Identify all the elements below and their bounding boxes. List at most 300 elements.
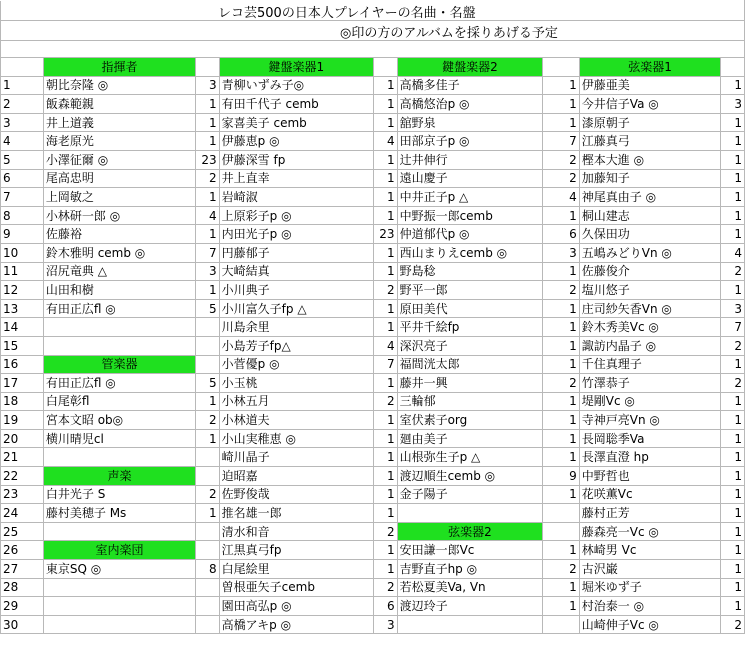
keyboard1-name: 白尾絵里: [219, 560, 373, 579]
keyboard2-name: 田部京子p ◎: [397, 132, 543, 151]
row-number: 30: [1, 615, 44, 634]
conductor-name: 飯森範親: [43, 95, 195, 114]
keyboard2-name: 遠山慶子: [397, 169, 543, 188]
keyboard1-name: 小川典子: [219, 281, 373, 300]
conductor-name: 上岡敏之: [43, 188, 195, 207]
keyboard2-name: 三輪郁: [397, 392, 543, 411]
keyboard2-name: [397, 615, 543, 634]
row-number: 10: [1, 243, 44, 262]
title-row: [1, 1, 745, 21]
keyboard1-name: 曽根亜矢子cemb: [219, 578, 373, 597]
strings1-count: 3: [721, 299, 745, 318]
conductor-name: [43, 522, 195, 541]
strings1-count: 1: [721, 225, 745, 244]
conductor-name: 白尾彰fl: [43, 392, 195, 411]
strings1-count: 1: [721, 429, 745, 448]
keyboard1-name: 小山実稚恵 ◎: [219, 429, 373, 448]
keyboard1-count: 7: [374, 355, 398, 374]
table-row: [1, 467, 745, 486]
table-row: [1, 262, 745, 281]
keyboard2-name: 藤井一興: [397, 374, 543, 393]
keyboard2-count: 2: [543, 560, 579, 579]
keyboard1-count: 4: [374, 336, 398, 355]
conductor-name: 鈴木雅明 cemb ◎: [43, 243, 195, 262]
keyboard2-count: [543, 522, 579, 541]
keyboard1-count: 1: [374, 206, 398, 225]
keyboard1-count: 2: [374, 392, 398, 411]
conductor-count: [196, 522, 220, 541]
table-row: [1, 113, 745, 132]
conductor-name: 海老原光: [43, 132, 195, 151]
keyboard2-name: 廻由美子: [397, 429, 543, 448]
conductor-count: 4: [196, 206, 220, 225]
conductor-count: [196, 467, 220, 486]
header-conductor: 指揮者: [43, 58, 195, 77]
conductor-count: 1: [196, 188, 220, 207]
keyboard1-name: 内田光子p ◎: [219, 225, 373, 244]
keyboard1-name: 有田千代子 cemb: [219, 95, 373, 114]
keyboard2-name: 舘野泉: [397, 113, 543, 132]
keyboard2-count: 1: [543, 541, 579, 560]
row-number: 15: [1, 336, 44, 355]
table-row: [1, 429, 745, 448]
strings1-count: 1: [721, 578, 745, 597]
row-number: 26: [1, 541, 44, 560]
strings1-count: 1: [721, 467, 745, 486]
strings1-name: 伊藤亜美: [579, 76, 720, 95]
strings1-count: 2: [721, 336, 745, 355]
keyboard1-count: 23: [374, 225, 398, 244]
conductor-name: 朝比奈隆 ◎: [43, 76, 195, 95]
keyboard2-name: 渡辺順生cemb ◎: [397, 467, 543, 486]
keyboard2-count: 2: [543, 169, 579, 188]
strings1-name: 塩川悠子: [579, 281, 720, 300]
keyboard2-name: 若松夏美Va, Vn: [397, 578, 543, 597]
conductor-count: 2: [196, 485, 220, 504]
strings1-count: 1: [721, 169, 745, 188]
conductor-count: 3: [196, 262, 220, 281]
keyboard1-name: 岩崎淑: [219, 188, 373, 207]
keyboard1-count: 1: [374, 318, 398, 337]
table-row: [1, 504, 745, 523]
keyboard2-count: 2: [543, 281, 579, 300]
strings1-name: 江藤真弓: [579, 132, 720, 151]
keyboard1-name: 高橋アキp ◎: [219, 615, 373, 634]
row-number: 16: [1, 355, 44, 374]
conductor-count: 1: [196, 392, 220, 411]
header-strings1: 弦楽器1: [579, 58, 720, 77]
keyboard2-count: 2: [543, 374, 579, 393]
keyboard2-count: 1: [543, 262, 579, 281]
keyboard2-name: 山根弥生子p △: [397, 448, 543, 467]
keyboard1-name: 円藤郁子: [219, 243, 373, 262]
keyboard2-count: 1: [543, 95, 579, 114]
conductor-name: 井上道義: [43, 113, 195, 132]
subtitle-row: [1, 21, 745, 41]
row-number: 2: [1, 95, 44, 114]
conductor-count: [196, 355, 220, 374]
cell: [721, 58, 745, 77]
strings1-name: 五嶋みどりVn ◎: [579, 243, 720, 262]
keyboard1-count: 1: [374, 448, 398, 467]
header-vocal: 声楽: [43, 467, 195, 486]
keyboard1-name: 伊藤深雪 fp: [219, 150, 373, 169]
conductor-count: 2: [196, 411, 220, 430]
row-number: 29: [1, 597, 44, 616]
keyboard2-count: 6: [543, 225, 579, 244]
keyboard1-name: 上原彩子p ◎: [219, 206, 373, 225]
table-row: [1, 243, 745, 262]
header-strings2: 弦楽器2: [397, 522, 543, 541]
strings1-count: 1: [721, 76, 745, 95]
conductor-name: 小澤征爾 ◎: [43, 150, 195, 169]
keyboard1-name: 家喜美子 cemb: [219, 113, 373, 132]
conductor-count: [196, 448, 220, 467]
strings1-count: 1: [721, 485, 745, 504]
keyboard2-count: 1: [543, 299, 579, 318]
row-number: 28: [1, 578, 44, 597]
keyboard2-count: 1: [543, 206, 579, 225]
strings1-name: 古沢巌: [579, 560, 720, 579]
row-number: 21: [1, 448, 44, 467]
keyboard2-name: 仲道郁代p ◎: [397, 225, 543, 244]
conductor-name: 沼尻竜典 △: [43, 262, 195, 281]
keyboard1-count: 1: [374, 429, 398, 448]
keyboard1-count: 1: [374, 411, 398, 430]
sheet-subtitle: ◎印の方のアルバムを採りあげる予定: [340, 26, 558, 41]
conductor-count: 1: [196, 281, 220, 300]
table-row: [1, 169, 745, 188]
conductor-count: [196, 578, 220, 597]
keyboard1-name: 推名雄一郎: [219, 504, 373, 523]
strings1-count: 1: [721, 597, 745, 616]
strings1-name: 中野哲也: [579, 467, 720, 486]
conductor-count: 1: [196, 225, 220, 244]
keyboard2-count: 1: [543, 76, 579, 95]
row-number: 22: [1, 467, 44, 486]
keyboard2-count: 3: [543, 243, 579, 262]
row-number: 7: [1, 188, 44, 207]
row-number: 14: [1, 318, 44, 337]
conductor-count: 1: [196, 113, 220, 132]
strings1-count: 2: [721, 615, 745, 634]
row-number: 27: [1, 560, 44, 579]
table-body: [1, 1, 745, 634]
keyboard1-count: 2: [374, 578, 398, 597]
conductor-name: [43, 615, 195, 634]
spacer-row: [1, 41, 745, 58]
table-row: [1, 411, 745, 430]
keyboard1-count: 4: [374, 132, 398, 151]
keyboard1-name: 青柳いずみ子◎: [219, 76, 373, 95]
table-row: [1, 281, 745, 300]
keyboard1-count: 1: [374, 504, 398, 523]
keyboard1-name: 小林五月: [219, 392, 373, 411]
table-row: [1, 150, 745, 169]
keyboard2-name: 中野振一郎cemb: [397, 206, 543, 225]
strings1-name: 寺神戸亮Vn ◎: [579, 411, 720, 430]
strings1-count: 1: [721, 281, 745, 300]
conductor-count: [196, 541, 220, 560]
keyboard1-name: 清水和音: [219, 522, 373, 541]
keyboard2-count: 2: [543, 150, 579, 169]
keyboard2-name: 中井正子p △: [397, 188, 543, 207]
keyboard2-name: 福間洸太郎: [397, 355, 543, 374]
keyboard2-count: [543, 504, 579, 523]
cell: [543, 58, 579, 77]
keyboard2-name: 金子陽子: [397, 485, 543, 504]
strings1-count: 3: [721, 95, 745, 114]
strings1-count: 4: [721, 243, 745, 262]
conductor-count: [196, 336, 220, 355]
keyboard1-name: 小菅優p ◎: [219, 355, 373, 374]
table-row: [1, 188, 745, 207]
strings1-name: 漆原朝子: [579, 113, 720, 132]
keyboard2-count: 1: [543, 411, 579, 430]
table-row: [1, 76, 745, 95]
table-row: [1, 206, 745, 225]
keyboard1-name: 小玉桃: [219, 374, 373, 393]
keyboard1-count: 1: [374, 150, 398, 169]
strings1-name: 竹澤恭子: [579, 374, 720, 393]
keyboard2-name: 安田謙一郎Vc: [397, 541, 543, 560]
keyboard1-count: 1: [374, 541, 398, 560]
keyboard1-count: 3: [374, 615, 398, 634]
keyboard2-name: 西山まりえcemb ◎: [397, 243, 543, 262]
table-row: [1, 392, 745, 411]
conductor-name: [43, 578, 195, 597]
strings1-name: 神尾真由子 ◎: [579, 188, 720, 207]
strings1-name: 長岡聡季Va: [579, 429, 720, 448]
table-row: [1, 355, 745, 374]
row-number: 6: [1, 169, 44, 188]
strings1-count: 2: [721, 262, 745, 281]
strings1-name: 堀米ゆず子: [579, 578, 720, 597]
keyboard1-name: 園田高弘p ◎: [219, 597, 373, 616]
strings1-count: 1: [721, 392, 745, 411]
keyboard2-name: 高橋多佳子: [397, 76, 543, 95]
strings1-count: 1: [721, 150, 745, 169]
conductor-count: 1: [196, 504, 220, 523]
keyboard2-count: 7: [543, 132, 579, 151]
table-row: [1, 299, 745, 318]
strings1-count: 1: [721, 560, 745, 579]
keyboard1-name: 大崎結真: [219, 262, 373, 281]
strings1-name: 長澤直澄 hp: [579, 448, 720, 467]
cell: [196, 58, 220, 77]
table-row: [1, 597, 745, 616]
conductor-count: 7: [196, 243, 220, 262]
strings1-name: 庄司紗矢香Vn ◎: [579, 299, 720, 318]
keyboard2-name: 高橋悠治p ◎: [397, 95, 543, 114]
keyboard1-count: 1: [374, 113, 398, 132]
strings1-count: 1: [721, 411, 745, 430]
strings1-count: 1: [721, 504, 745, 523]
keyboard1-count: 6: [374, 597, 398, 616]
keyboard1-count: 1: [374, 560, 398, 579]
keyboard2-name: 平井千絵fp: [397, 318, 543, 337]
keyboard2-count: 1: [543, 448, 579, 467]
strings1-count: 1: [721, 448, 745, 467]
keyboard2-count: 1: [543, 485, 579, 504]
conductor-count: 5: [196, 374, 220, 393]
strings1-name: 諏訪内晶子 ◎: [579, 336, 720, 355]
strings1-name: 村治泰一 ◎: [579, 597, 720, 616]
header-keyboard2: 鍵盤楽器2: [397, 58, 543, 77]
cell: [374, 58, 398, 77]
table-row: [1, 448, 745, 467]
conductor-count: [196, 318, 220, 337]
keyboard1-name: 小川富久子fp △: [219, 299, 373, 318]
cell: [1, 58, 44, 77]
keyboard2-name: 辻井伸行: [397, 150, 543, 169]
keyboard1-name: 井上直幸: [219, 169, 373, 188]
row-number: 19: [1, 411, 44, 430]
conductor-name: [43, 597, 195, 616]
keyboard2-count: 1: [543, 113, 579, 132]
strings1-name: 桐山建志: [579, 206, 720, 225]
keyboard2-name: [397, 504, 543, 523]
table-row: [1, 615, 745, 634]
keyboard1-count: 1: [374, 467, 398, 486]
keyboard1-name: 伊藤恵p ◎: [219, 132, 373, 151]
conductor-count: 1: [196, 429, 220, 448]
keyboard2-name: 深沢亮子: [397, 336, 543, 355]
strings1-count: 7: [721, 318, 745, 337]
keyboard2-name: 原田美代: [397, 299, 543, 318]
row-number: 24: [1, 504, 44, 523]
table-row: [1, 374, 745, 393]
keyboard2-count: 9: [543, 467, 579, 486]
keyboard2-name: 吉野直子hp ◎: [397, 560, 543, 579]
row-number: 9: [1, 225, 44, 244]
strings1-name: 千住真理子: [579, 355, 720, 374]
keyboard2-count: 4: [543, 188, 579, 207]
keyboard2-name: 野平一郎: [397, 281, 543, 300]
row-number: 13: [1, 299, 44, 318]
strings1-count: 2: [721, 374, 745, 393]
conductor-name: 佐藤裕: [43, 225, 195, 244]
conductor-name: 有田正広fl ◎: [43, 374, 195, 393]
conductor-count: 8: [196, 560, 220, 579]
strings1-name: 藤森亮一Vc ◎: [579, 522, 720, 541]
keyboard1-count: 1: [374, 374, 398, 393]
keyboard2-name: 渡辺玲子: [397, 597, 543, 616]
conductor-name: 有田正広fl ◎: [43, 299, 195, 318]
strings1-name: 久保田功: [579, 225, 720, 244]
row-number: 25: [1, 522, 44, 541]
keyboard1-count: 1: [374, 95, 398, 114]
keyboard1-name: 小林道夫: [219, 411, 373, 430]
strings1-name: 堤剛Vc ◎: [579, 392, 720, 411]
strings1-count: 1: [721, 132, 745, 151]
conductor-name: 白井光子 S: [43, 485, 195, 504]
conductor-count: 2: [196, 169, 220, 188]
row-number: 23: [1, 485, 44, 504]
conductor-name: 宮本文昭 ob◎: [43, 411, 195, 430]
keyboard2-count: 1: [543, 336, 579, 355]
conductor-name: 山田和樹: [43, 281, 195, 300]
keyboard2-count: [543, 615, 579, 634]
table-row: [1, 541, 745, 560]
table-row: [1, 522, 745, 541]
keyboard1-count: 1: [374, 243, 398, 262]
conductor-count: 1: [196, 95, 220, 114]
conductor-name: 尾高忠明: [43, 169, 195, 188]
strings1-name: 樫本大進 ◎: [579, 150, 720, 169]
conductor-count: [196, 597, 220, 616]
keyboard1-count: 1: [374, 485, 398, 504]
keyboard2-count: 1: [543, 429, 579, 448]
conductor-name: 藤村美穂子 Ms: [43, 504, 195, 523]
strings1-count: 1: [721, 206, 745, 225]
keyboard1-count: 2: [374, 522, 398, 541]
strings1-count: 1: [721, 522, 745, 541]
conductor-name: [43, 336, 195, 355]
keyboard2-name: 野島稔: [397, 262, 543, 281]
keyboard2-count: 1: [543, 597, 579, 616]
table-row: [1, 318, 745, 337]
keyboard1-count: 2: [374, 281, 398, 300]
keyboard1-count: 1: [374, 169, 398, 188]
table-row: [1, 225, 745, 244]
header-winds: 管楽器: [43, 355, 195, 374]
row-number: 17: [1, 374, 44, 393]
keyboard2-count: 1: [543, 392, 579, 411]
row-number: 1: [1, 76, 44, 95]
strings1-name: 林崎男 Vc: [579, 541, 720, 560]
row-number: 20: [1, 429, 44, 448]
strings1-name: 鈴木秀美Vc ◎: [579, 318, 720, 337]
row-number: 3: [1, 113, 44, 132]
conductor-name: 小林研一郎 ◎: [43, 206, 195, 225]
keyboard1-count: 1: [374, 262, 398, 281]
strings1-name: 佐藤俊介: [579, 262, 720, 281]
keyboard1-name: 崎川晶子: [219, 448, 373, 467]
row-number: 4: [1, 132, 44, 151]
strings1-name: 今井信子Va ◎: [579, 95, 720, 114]
keyboard2-count: 1: [543, 318, 579, 337]
strings1-count: 1: [721, 355, 745, 374]
conductor-count: [196, 615, 220, 634]
row-number: 12: [1, 281, 44, 300]
table-row: [1, 132, 745, 151]
keyboard1-name: 江黒真弓fp: [219, 541, 373, 560]
header-chamber: 室内楽団: [43, 541, 195, 560]
strings1-name: 藤村正芳: [579, 504, 720, 523]
table-row: [1, 95, 745, 114]
table-row: [1, 485, 745, 504]
strings1-name: 加藤知子: [579, 169, 720, 188]
conductor-count: 5: [196, 299, 220, 318]
strings1-count: 1: [721, 113, 745, 132]
header-row: [1, 58, 745, 77]
conductor-count: 3: [196, 76, 220, 95]
row-number: 11: [1, 262, 44, 281]
sheet-title: レコ芸500の日本人プレイヤーの名曲・名盤: [218, 6, 476, 21]
table-row: [1, 578, 745, 597]
row-number: 5: [1, 150, 44, 169]
conductor-count: 23: [196, 150, 220, 169]
conductor-name: 横川晴児cl: [43, 429, 195, 448]
conductor-name: [43, 448, 195, 467]
strings1-name: 花咲薫Vc: [579, 485, 720, 504]
keyboard1-name: 川島余里: [219, 318, 373, 337]
keyboard1-count: 1: [374, 76, 398, 95]
strings1-count: 1: [721, 541, 745, 560]
row-number: 18: [1, 392, 44, 411]
conductor-name: [43, 318, 195, 337]
